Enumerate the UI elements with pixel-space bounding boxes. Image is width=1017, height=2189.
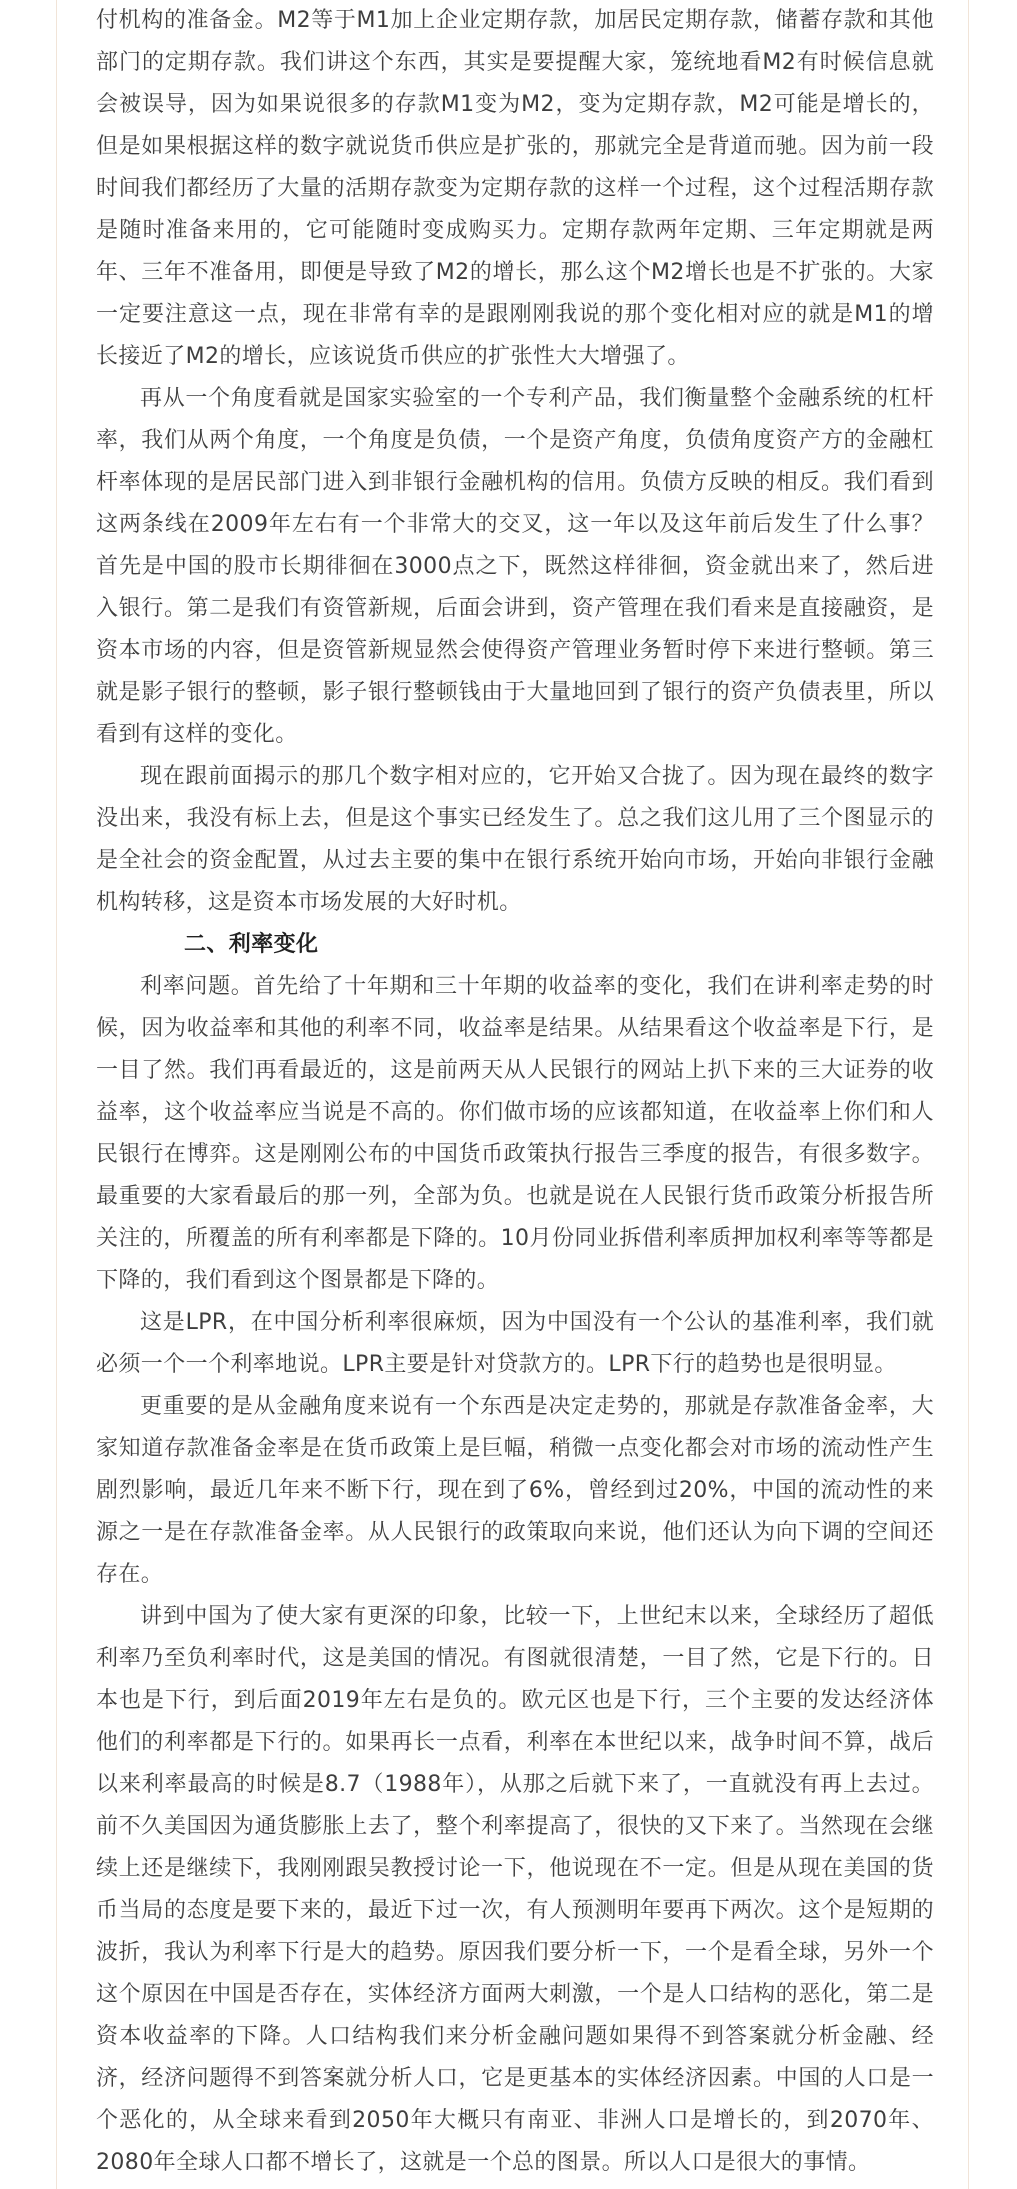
paragraph-reserve-ratio: 更重要的是从金融角度来说有一个东西是决定走势的，那就是存款准备金率，大家知道存款准备金率是在货币政策上是巨幅，稍微一点变化都会对市场的流动性产生剧烈影响，最近几年来不断下行，现在到了6%，曾经到过20%，中国的流动性的来源之一是在存款准备金率。从人民银行的政策取向来说，他们还认为向下调的空间还存在。 — [96, 1394, 934, 1587]
paragraph-yield: 利率问题。首先给了十年期和三十年期的收益率的变化，我们在讲利率走势的时候，因为收益率和其他的利率不同，收益率是结果。从结果看这个收益率是下行，是一目了然。我们再看最近的，这是前两天从人民银行的网站上扒下来的三大证券的收益率，这个收益率应当说是不高的。你们做市场的应该都知道，在收益率上你们和人民银行在博弈。这是刚刚公布的中国货币政策执行报告三季度的报告，有很多数字。最重要的大家看最后的那一列，全部为负。也就是说在人民银行货币政策分析报告所关注的，所覆盖的所有利率都是下降的。10月份同业拆借利率质押加权利率等等都是下降的，我们看到这个图景都是下降的。 — [96, 974, 934, 1293]
paragraph-m2-definition: 付机构的准备金。M2等于M1加上企业定期存款，加居民定期存款，储蓄存款和其他部门的定期存款。我们讲这个东西，其实是要提醒大家，笼统地看M2有时候信息就会被误导，因为如果说很多的存款M1变为M2，变为定期存款，M2可能是增长的，但是如果根据这样的数字就说货币供应是扩张的，那就完全是背道而驰。因为前一段时间我们都经历了大量的活期存款变为定期存款的这样一个过程，这个过程活期存款是随时准备来用的，它可能随时变成购买力。定期存款两年定期、三年定期就是两年、三年不准备用，即便是导致了M2的增长，那么这个M2增长也是不扩张的。大家一定要注意这一点，现在非常有幸的是跟刚刚我说的那个变化相对应的就是M1的增长接近了M2的增长，应该说货币供应的扩张性大大增强了。 — [96, 8, 934, 369]
left-margin-line — [56, 0, 57, 2189]
paragraph-global-rates: 讲到中国为了使大家有更深的印象，比较一下，上世纪末以来，全球经历了超低利率乃至负利率时代，这是美国的情况。有图就很清楚，一目了然，它是下行的。日本也是下行，到后面2019年左右是负的。欧元区也是下行，三个主要的发达经济体他们的利率都是下行的。如果再长一点看，利率在本世纪以来，战争时间不算，战后以来利率最高的时候是8.7（1988年），从那之后就下来了，一直就没有再上去过。前不久美国因为通货膨胀上去了，整个利率提高了，很快的又下来了。当然现在会继续上还是继续下，我刚刚跟吴教授讨论一下，他说现在不一定。但是从现在美国的货币当局的态度是要下来的，最近下过一次，有人预测明年要再下两次。这个是短期的波折，我认为利率下行是大的趋势。原因我们要分析一下，一个是看全球，另外一个这个原因在中国是否存在，实体经济方面两大刺激，一个是人口结构的恶化，第二是资本收益率的下降。人口结构我们来分析金融问题如果得不到答案就分析金融、经济，经济问题得不到答案就分析人口，它是更基本的实体经济因素。中国的人口是一个恶化的，从全球来看到2050年大概只有南亚、非洲人口是增长的，到2070年、2080年全球人口都不增长了，这就是一个总的图景。所以人口是很大的事情。 — [96, 1604, 934, 2175]
article-body — [96, 0, 934, 2184]
right-margin-line — [968, 0, 969, 2189]
paragraph-capital-market: 现在跟前面揭示的那几个数字相对应的，它开始又合拢了。因为现在最终的数字没出来，我没有标上去，但是这个事实已经发生了。总之我们这儿用了三个图显示的是全社会的资金配置，从过去主要的集中在银行系统开始向市场，开始向非银行金融机构转移，这是资本市场发展的大好时机。 — [96, 764, 934, 915]
section-heading-interest-rate: 二、利率变化 — [184, 932, 319, 957]
paragraph-lpr: 这是LPR，在中国分析利率很麻烦，因为中国没有一个公认的基准利率，我们就必须一个一个利率地说。LPR主要是针对贷款方的。LPR下行的趋势也是很明显。 — [96, 1310, 934, 1377]
paragraph-leverage: 再从一个角度看就是国家实验室的一个专利产品，我们衡量整个金融系统的杠杆率，我们从两个角度，一个角度是负债，一个是资产角度，负债角度资产方的金融杠杆率体现的是居民部门进入到非银行金融机构的信用。负债方反映的相反。我们看到这两条线在2009年左右有一个非常大的交叉，这一年以及这年前后发生了什么事？首先是中国的股市长期徘徊在3000点之下，既然这样徘徊，资金就出来了，然后进入银行。第二是我们有资管新规，后面会讲到，资产管理在我们看来是直接融资，是资本市场的内容，但是资管新规显然会使得资产管理业务暂时停下来进行整顿。第三就是影子银行的整顿，影子银行整顿钱由于大量地回到了银行的资产负债表里，所以看到有这样的变化。 — [96, 386, 934, 747]
